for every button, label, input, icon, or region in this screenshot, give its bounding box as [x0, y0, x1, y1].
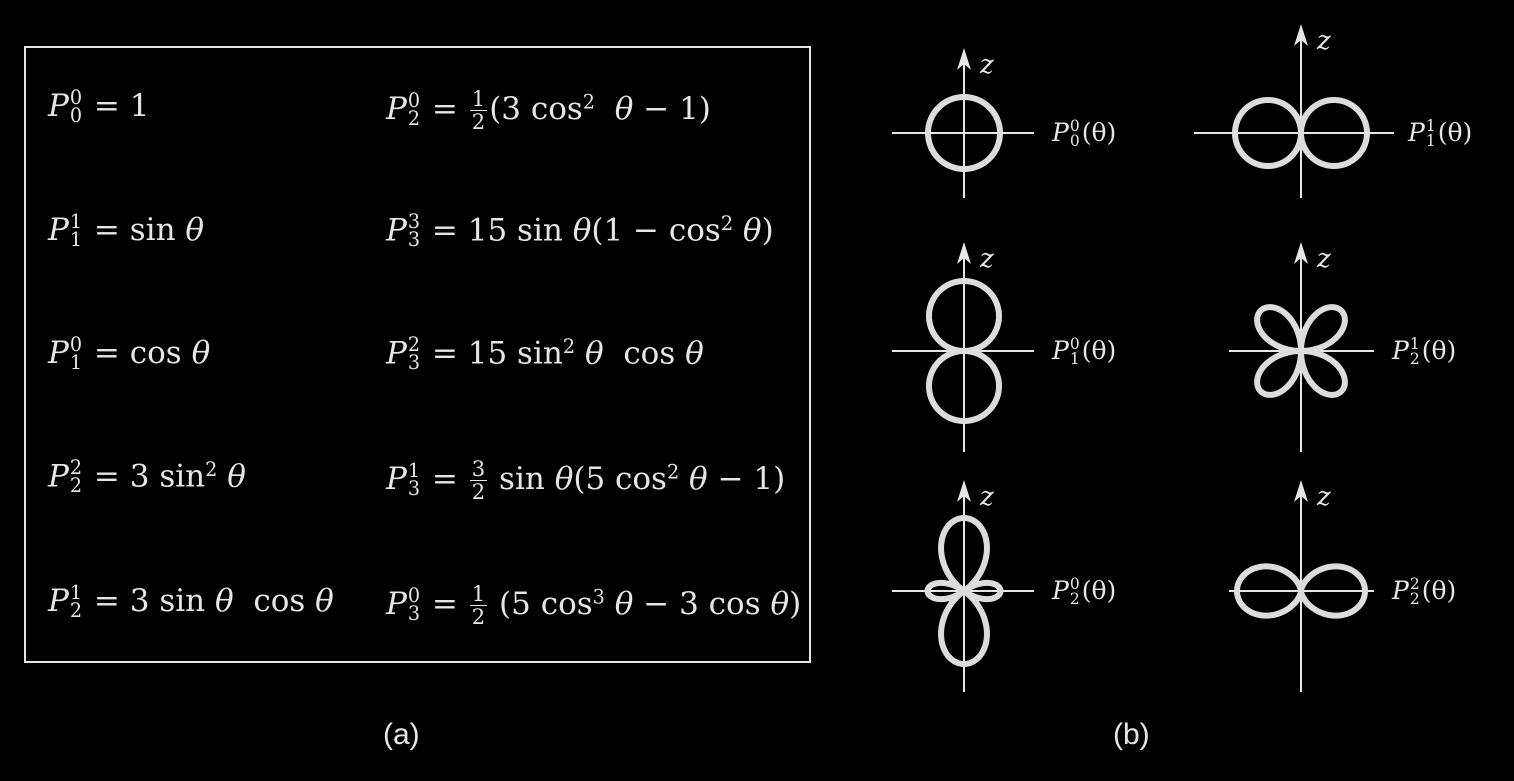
plot-argument: (θ): [1081, 336, 1117, 365]
theta: θ: [227, 458, 246, 495]
theta: θ: [584, 335, 604, 372]
equation-text: ): [761, 212, 774, 249]
theta: θ: [685, 335, 704, 372]
theta: θ: [770, 586, 790, 623]
legendre-symbol: P: [386, 461, 407, 498]
theta: θ: [689, 461, 708, 498]
caption-b: (b): [1113, 718, 1150, 751]
equation-text: − 1): [707, 461, 786, 498]
equation-text: = 3 sin: [84, 583, 215, 619]
plot-label-P10: [1052, 336, 1116, 366]
indices: [1069, 334, 1080, 368]
subscript-l: 1: [1425, 131, 1436, 150]
z-axis-label: z: [1317, 482, 1331, 512]
superscript-m: 0: [1069, 116, 1080, 135]
superscript-m: 1: [1425, 116, 1436, 135]
superscript-m: 0: [69, 332, 83, 356]
theta: θ: [315, 583, 334, 619]
numerator: 1: [471, 86, 486, 111]
subscript-l: 3: [407, 476, 421, 500]
legendre-symbol: P: [1408, 118, 1425, 147]
legendre-symbol: P: [386, 212, 407, 249]
theta: θ: [572, 212, 592, 249]
legendre-symbol: P: [386, 91, 407, 128]
denominator: 2: [471, 479, 486, 505]
superscript-m: 1: [69, 209, 83, 233]
equation-text: (1 − cos: [591, 212, 721, 249]
caption-a: (a): [383, 718, 420, 751]
numerator: 1: [471, 581, 486, 606]
exponent: 2: [582, 90, 596, 114]
equation-text: = cos: [84, 335, 192, 371]
theta: θ: [742, 212, 762, 249]
z-axis-label: z: [980, 482, 994, 512]
exponent: 2: [205, 458, 218, 481]
equation-text: (5 cos: [489, 586, 593, 623]
superscript-m: 1: [1409, 334, 1420, 353]
plot-label-P21: [1392, 336, 1456, 366]
theta: θ: [614, 586, 634, 623]
equation-text: − 3 cos: [633, 586, 771, 623]
indices: [1409, 334, 1420, 368]
subscript-l: 3: [407, 351, 421, 375]
theta: θ: [614, 91, 634, 128]
superscript-m: 0: [1069, 334, 1080, 353]
theta: θ: [214, 583, 234, 619]
subscript-l: 2: [69, 598, 83, 622]
equation-text: = 15 sin: [422, 212, 573, 249]
legendre-symbol: P: [1052, 336, 1069, 365]
subscript-l: 1: [69, 350, 83, 374]
denominator: 2: [471, 109, 486, 135]
z-axis-label: z: [980, 50, 994, 80]
exponent: 2: [666, 460, 680, 484]
equation-text: sin: [489, 461, 555, 498]
indices: [1069, 574, 1080, 608]
equation-text: = 15 sin: [422, 335, 563, 372]
legendre-symbol: P: [1052, 576, 1069, 605]
superscript-m: 0: [407, 583, 421, 607]
superscript-m: 2: [407, 333, 421, 357]
equation-text: (3 cos: [489, 91, 583, 128]
legendre-symbol: P: [48, 335, 69, 371]
plot-argument: (θ): [1437, 118, 1473, 147]
numerator: 3: [471, 456, 486, 481]
subscript-l: 2: [1069, 589, 1080, 608]
plot-argument: (θ): [1421, 576, 1457, 605]
subscript-l: 2: [69, 474, 83, 498]
legendre-symbol: P: [1392, 336, 1409, 365]
theta: θ: [554, 461, 574, 498]
subscript-l: 0: [69, 103, 83, 127]
superscript-m: 1: [69, 580, 83, 604]
legendre-symbol: P: [48, 458, 69, 495]
z-axis-label: z: [1317, 244, 1331, 274]
equation-text: = 1: [84, 88, 150, 124]
equation-text: = sin: [84, 212, 186, 248]
exponent: 2: [720, 212, 734, 235]
superscript-m: 0: [69, 85, 83, 109]
indices: [1425, 116, 1436, 150]
equation-text: = 3 sin: [84, 458, 206, 495]
theta: θ: [191, 335, 211, 371]
legendre-symbol: P: [386, 586, 407, 623]
subscript-l: 3: [407, 601, 421, 625]
subscript-l: 1: [69, 227, 83, 251]
exponent: 2: [562, 335, 576, 358]
legendre-symbol: P: [48, 583, 69, 619]
indices: [1069, 116, 1080, 150]
denominator: 2: [471, 604, 486, 630]
plot-argument: (θ): [1081, 576, 1117, 605]
legendre-symbol: P: [1052, 118, 1069, 147]
superscript-m: 2: [1409, 574, 1420, 593]
indices: [1409, 574, 1420, 608]
superscript-m: 2: [69, 456, 83, 480]
theta: θ: [185, 212, 205, 248]
plot-argument: (θ): [1421, 336, 1457, 365]
superscript-m: 3: [407, 210, 421, 234]
legendre-symbol: P: [48, 88, 69, 124]
equation-text: cos: [603, 335, 686, 372]
legendre-symbol: P: [48, 212, 69, 248]
plot-argument: (θ): [1081, 118, 1117, 147]
subscript-l: 2: [1409, 589, 1420, 608]
legendre-symbol: P: [386, 335, 407, 372]
equation-text: cos: [233, 583, 316, 619]
subscript-l: 2: [1409, 349, 1420, 368]
plot-label-P11: [1408, 118, 1472, 148]
equation-text: − 1): [633, 91, 711, 128]
plot-label-P00: [1052, 118, 1116, 148]
subscript-l: 2: [407, 106, 421, 130]
plot-label-P20: [1052, 576, 1116, 606]
equation-text: =: [422, 586, 468, 623]
equation-text: =: [422, 461, 468, 498]
superscript-m: 0: [1069, 574, 1080, 593]
subscript-l: 1: [1069, 349, 1080, 368]
equation-text: ): [789, 586, 802, 623]
z-axis-label: z: [980, 244, 994, 274]
superscript-m: 1: [407, 458, 421, 482]
superscript-m: 0: [407, 88, 421, 112]
subscript-l: 3: [407, 228, 421, 252]
legendre-symbol: P: [1392, 576, 1409, 605]
equation-text: (5 cos: [573, 461, 667, 498]
exponent: 3: [592, 585, 605, 609]
plot-label-P22: [1392, 576, 1456, 606]
z-axis-label: z: [1317, 26, 1331, 56]
subscript-l: 0: [1069, 131, 1080, 150]
equation-text: =: [422, 91, 468, 128]
